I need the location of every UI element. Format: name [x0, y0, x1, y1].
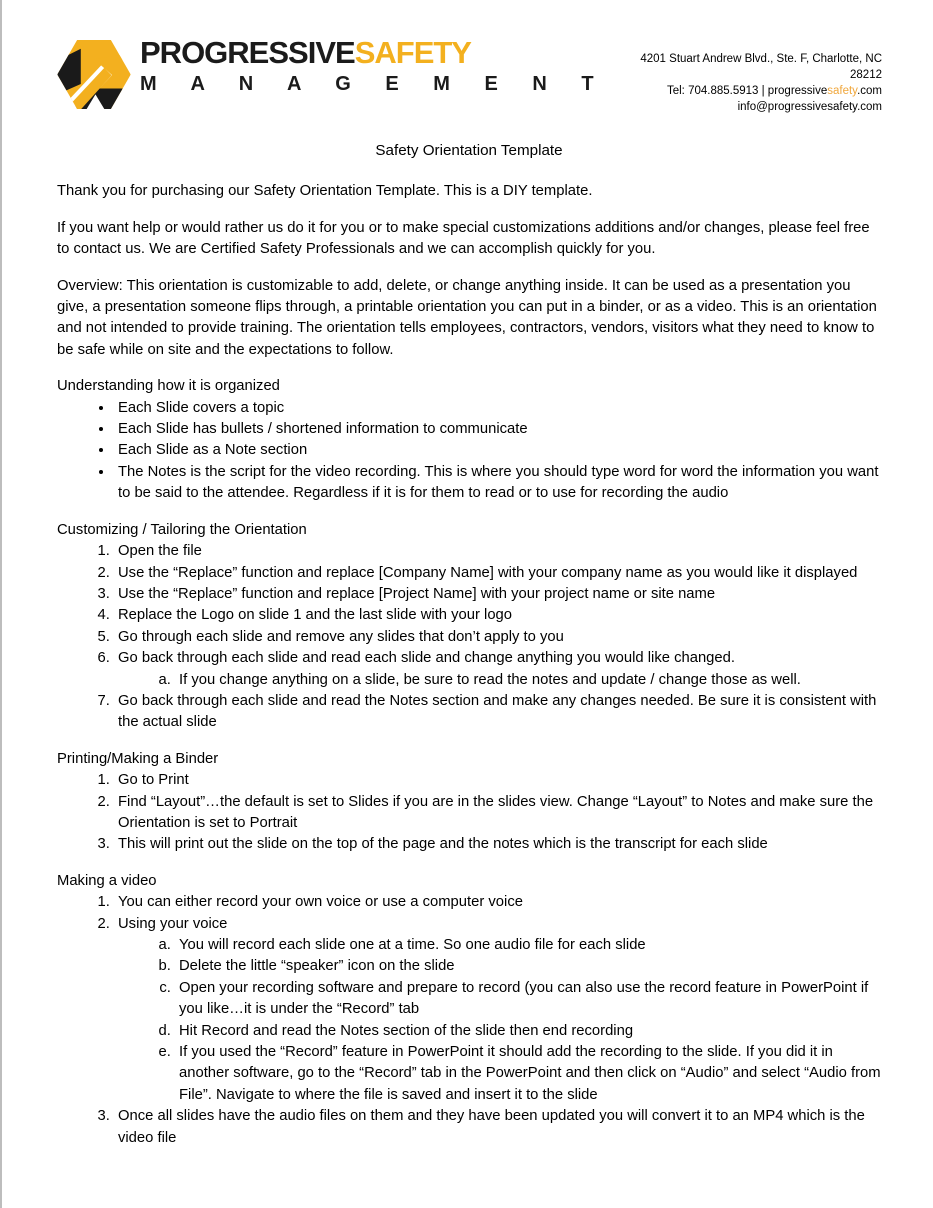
contact-phone-web: Tel: 704.885.5913 | progressivesafety.com: [666, 85, 882, 97]
list-item: 5. Go through each slide and remove any slides that don’t apply to you: [114, 627, 881, 648]
section-organized: [57, 376, 881, 504]
logo-word-safety: SAFETY: [354, 35, 471, 70]
section-printing: [57, 749, 881, 856]
contact-address: 4201 Stuart Andrew Blvd., Ste. F, Charlotte, NC 28212: [640, 53, 882, 81]
list-item: 2. Find “Layout”…the default is set to Slides if you are in the slides view. Change “Layout” to Notes and make sure the Orientation is set to Portrait: [114, 792, 881, 835]
logo-text: [140, 35, 609, 96]
sub-list-item: e. If you used the “Record” feature in PowerPoint it should add the recording to the slide. If you did it in another software, go to the “Record” tab in the PowerPoint and then click on “Audio” and select “Audio from File”. Navigate to where the file is saved and insert it to the slide: [175, 1042, 881, 1106]
page-title: Safety Orientation Template: [375, 142, 563, 159]
website-highlight: safety: [827, 85, 858, 97]
logo-wordmark: [140, 35, 608, 70]
list-item: • Each Slide covers a topic: [114, 398, 881, 419]
printing-numbered-list: [57, 770, 881, 856]
list-item: 1. Open the file: [114, 541, 881, 562]
list-item: 2. Using your voice a. You will record each slide one at a time. So one audio file for each slide b. Delete the little “speaker” icon on the slide c. Open your recording software and prepare to record (you can also use the record feature in PowerPoint if you like…it is under the “Record” tab d. Hit Record and read the Notes section of the slide then end recording e. If you used the “Record” feature in PowerPoint it should add the recording to the slide. If you did it in another software, go to the “Record” tab in the PowerPoint and then click on “Audio” and select “Audio from File”. Navigate to where the file is saved and insert it to the slide: [114, 914, 881, 1107]
sub-list-item: a. If you change anything on a slide, be sure to read the notes and update / change those as well.: [175, 670, 881, 691]
video-numbered-list: [57, 892, 881, 1149]
sub-list-item: c. Open your recording software and prepare to record (you can also use the record feature in PowerPoint if you like…it is under the “Record” tab: [175, 978, 881, 1021]
section-heading-printing: Printing/Making a Binder: [57, 750, 219, 767]
contact-email: info@progressivesafety.com: [737, 101, 882, 113]
customizing-numbered-list: [57, 541, 881, 734]
organized-bullet-list: [57, 398, 881, 505]
sub-list-item: b. Delete the little “speaker” icon on the slide: [175, 956, 881, 977]
list-item: 7. Go back through each slide and read the Notes section and make any changes needed. Be sure it is consistent with the actual slide: [114, 691, 881, 734]
list-item: 3. Once all slides have the audio files on them and they have been updated you will convert it to an MP4 which is the video file: [114, 1106, 881, 1149]
list-item: 2. Use the “Replace” function and replace [Company Name] with your company name as you would like it displayed: [114, 563, 881, 584]
logo-word-management: M A N A G E M E N T: [140, 73, 609, 95]
list-item: 6. Go back through each slide and read each slide and change anything you would like changed. a. If you change anything on a slide, be sure to read the notes and update / change those as well.: [114, 648, 881, 691]
section-heading-organized: Understanding how it is organized: [57, 378, 280, 395]
company-logo: [57, 35, 609, 109]
sub-list-item: d. Hit Record and read the Notes section of the slide then end recording: [175, 1021, 881, 1042]
section-video: [57, 871, 881, 1149]
document-body: [2, 140, 933, 1149]
section-customizing: [57, 520, 881, 734]
contact-info: [608, 38, 882, 115]
section-heading-video: Making a video: [57, 872, 157, 889]
hexagon-arrow-logo-icon: [57, 40, 131, 109]
list-item: • Each Slide as a Note section: [114, 440, 881, 461]
paragraph-overview: Overview: This orientation is customizable to add, delete, or change anything inside. It can be used as a presentation you give, a presentation someone flips through, a printable orientation you can put in a binder, or as a video. This is an orientation and not intended to provide training. The orientation tells employees, contractors, vendors, visitors what they need to know to be safe while on site and the expectations to follow.: [57, 277, 877, 358]
sub-list: [118, 670, 881, 691]
sub-list-item: a. You will record each slide one at a time. So one audio file for each slide: [175, 935, 881, 956]
sub-list: [118, 935, 881, 1106]
list-item: 1. Go to Print: [114, 770, 881, 791]
section-heading-customizing: Customizing / Tailoring the Orientation: [57, 521, 307, 538]
list-item: 4. Replace the Logo on slide 1 and the last slide with your logo: [114, 605, 881, 626]
list-item: 3. This will print out the slide on the top of the page and the notes which is the transcript for each slide: [114, 834, 881, 855]
list-item: • Each Slide has bullets / shortened information to communicate: [114, 419, 881, 440]
letterhead: [2, 0, 933, 115]
list-item: • The Notes is the script for the video recording. This is where you should type word for word the information you want to be said to the attendee. Regardless if it is for them to read or to use for recording the audio: [114, 462, 881, 505]
logo-word-progressive: PROGRESSIVE: [140, 35, 355, 70]
list-item: 3. Use the “Replace” function and replace [Project Name] with your project name or site name: [114, 584, 881, 605]
list-item: 1. You can either record your own voice or use a computer voice: [114, 892, 881, 913]
paragraph-help: If you want help or would rather us do it for you or to make special customizations additions and/or changes, please feel free to contact us. We are Certified Safety Professionals and we can accomplish quickly for you.: [57, 219, 870, 258]
paragraph-thanks: Thank you for purchasing our Safety Orientation Template. This is a DIY template.: [57, 183, 593, 200]
